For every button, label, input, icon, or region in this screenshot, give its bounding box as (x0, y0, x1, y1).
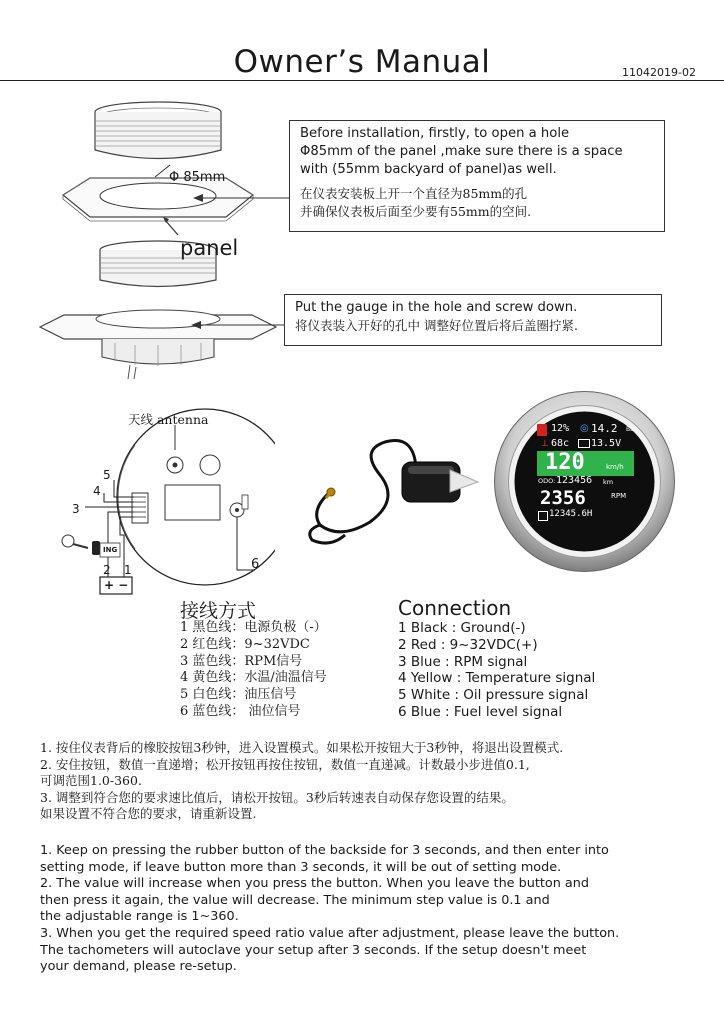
connection-list-cn (180, 620, 327, 721)
oil-pressure-icon: ◎ (580, 423, 589, 434)
instruction-cn-line: 可调范围1.0-360. (40, 773, 142, 789)
hole-instruction-en-3: with (55mm backyard of panel)as well. (300, 162, 557, 177)
hole-instruction-cn-2: 并确保仪表板后面至少要有55mm的空间. (300, 204, 532, 219)
connection-en-2: 2 Red : 9~32VDC(+) (398, 636, 538, 653)
instruction-cn-line: 1. 按住仪表背后的橡胶按钮3秒钟，进入设置模式。如果松开按钮大于3秒钟，将退出设置模式. (40, 740, 564, 755)
hole-instruction-cn-1: 在仪表安装板上开一个直径为85mm的孔 (300, 186, 528, 201)
connection-list-en (398, 620, 595, 721)
fuel-value: 12% (551, 423, 570, 434)
instructions-en (40, 843, 619, 976)
connection-title-cn: 接线方式 (180, 600, 257, 622)
mount-instruction-box (284, 294, 662, 346)
connection-en-1: 1 Black : Ground(-) (398, 620, 526, 636)
rubber-button (200, 455, 220, 475)
connection-title-en: Connection (398, 596, 512, 620)
connection-en-4: 4 Yellow : Temperature signal (398, 670, 596, 687)
connection-cn-6: 6 蓝色线： 油位信号 (180, 703, 301, 719)
pressure-value: 14.2 (591, 422, 618, 435)
connection-en-3: 3 Blue : RPM signal (398, 653, 528, 670)
connection-cn-1: 1 黑色线：电源负极（-） (180, 620, 327, 635)
ignition-label: ING (103, 546, 118, 554)
pointer-arrows (185, 185, 295, 340)
mount-instruction-cn: 将仪表装入开好的孔中 调整好位置后将后盖圈拧紧. (295, 318, 578, 333)
odo-value: 123456 (556, 475, 593, 486)
hole-instruction-box (289, 120, 665, 232)
pin-label-5: 5 (103, 468, 111, 482)
instruction-cn-line: 如果设置不符合您的要求，请重新设置. (40, 806, 257, 822)
battery-signs: + − (104, 578, 129, 592)
connection-en-6: 6 Blue : Fuel level signal (398, 703, 563, 720)
panel-label: panel (180, 236, 239, 260)
speed-unit: km/h (606, 463, 624, 471)
battery-voltage-icon (578, 439, 590, 448)
page-title: Owner’s Manual (233, 44, 491, 80)
label-area (165, 485, 220, 520)
battery-label-2: 2 (103, 563, 111, 577)
voltage-value: 13.5V (591, 438, 622, 449)
connection-cn-3: 3 蓝色线：RPM信号 (180, 653, 303, 669)
instruction-en-line: 3. When you get the required speed ratio value after adjustment, please leave the button. (40, 925, 620, 941)
gps-antenna-photo (300, 430, 485, 550)
hole-instruction-en-2: Φ85mm of the panel ,make sure there is a space (300, 144, 623, 159)
rpm-unit: RPM (611, 492, 627, 500)
speed-value: 120 (545, 450, 585, 475)
temperature-value: 68c (551, 438, 570, 449)
connection-cn-4: 4 黄色线：水温/油温信号 (180, 670, 327, 686)
ignition-key-icon (62, 535, 100, 555)
document-code: 11042019-02 (622, 66, 696, 79)
gauge-housing-drawing (95, 102, 221, 159)
gauge-front-view (493, 390, 676, 573)
instruction-en-line: 1. Keep on pressing the rubber button of the backside for 3 seconds, and then enter into (40, 843, 609, 858)
instruction-cn-line: 2. 安住按钮，数值一直递增；松开按钮再按住按钮，数值一直递减。计数最小步进值0.1, (40, 756, 530, 772)
wire-connector (132, 493, 148, 523)
temperature-icon: ⊥ (541, 439, 549, 449)
mount-instruction-en: Put the gauge in the hole and screw down. (295, 300, 578, 315)
wiring-diagram (60, 405, 275, 600)
rpm-value: 2356 (540, 487, 586, 509)
pin-label-6: 6 (251, 557, 260, 572)
instruction-cn-line: 3. 调整到符合您的要求速比值后，请松开按钮。3秒后转速表自动保存您设置的结果。 (40, 789, 514, 805)
fuel-icon (537, 424, 547, 436)
hole-instruction-en-1: Before installation, firstly, to open a hole (300, 126, 570, 141)
hours-value: 12345.6H (549, 509, 593, 519)
hole-diameter-label: Φ 85mm (169, 170, 226, 185)
instruction-en-line: the adjustable range is 1~360. (40, 909, 239, 925)
hour-meter-icon (538, 511, 548, 521)
odo-unit: km (603, 478, 614, 486)
pin-label-3: 3 (72, 502, 80, 516)
connection-en-5: 5 White : Oil pressure signal (398, 687, 589, 704)
antenna-label: 天线 antenna (128, 412, 209, 427)
instructions-cn (40, 740, 563, 823)
connection-cn-5: 5 白色线：油压信号 (180, 687, 297, 703)
connection-cn-2: 2 红色线：9~32VDC (180, 636, 310, 652)
pressure-unit: Bar (626, 426, 637, 433)
battery-label-1: 1 (124, 563, 132, 577)
instruction-en-line: The tachometers will autoclave your setup after 3 seconds. If the setup doesn't meet (40, 942, 587, 958)
instruction-en-line: 2. The value will increase when you press the button. When you leave the button and (40, 876, 589, 892)
instruction-en-line: setting mode, if leave button more than 3 seconds, it will be out of setting mode. (40, 859, 562, 875)
instruction-en-line: your demand, please re-setup. (40, 959, 237, 975)
header-divider (0, 80, 724, 81)
odo-label: ODO: (538, 477, 556, 485)
pin-label-4: 4 (93, 484, 101, 498)
instruction-en-line: then press it again, the value will decrease. The minimum step value is 0.1 and (40, 892, 550, 908)
